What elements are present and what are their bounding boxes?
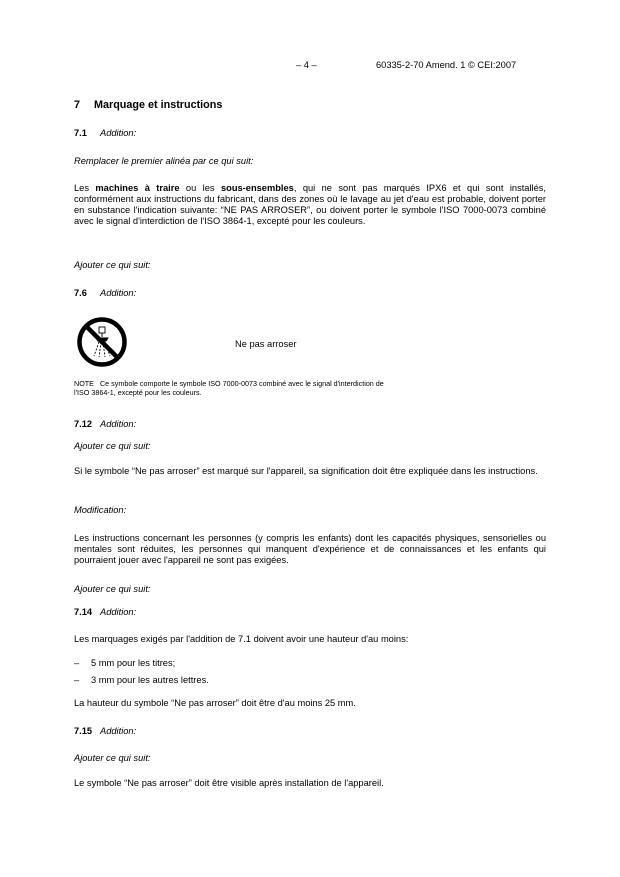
prohibition-bar [87, 327, 118, 358]
clause-7-15-paragraph: Le symbole “Ne pas arroser” doit être visible après installation de l'appareil. [74, 778, 384, 788]
document-reference: 60335-2-70 Amend. 1 © CEI:2007 [376, 60, 517, 70]
clause-7-1-heading [74, 128, 136, 139]
clause-7-6-heading [74, 288, 136, 299]
page-number: – 4 – [296, 60, 317, 70]
clause-7-1-after: Ajouter ce qui suit: [74, 260, 151, 270]
clause-7-12-instruction: Ajouter ce qui suit: [74, 441, 151, 451]
clause-label: Addition: [100, 607, 137, 617]
clause-7-12-heading [74, 419, 136, 430]
note-text: Ce symbole comporte le symbole ISO 7000-0073 combiné avec le signal d'interdiction de l'ISO 3864-1, excepté pour les couleurs. [74, 379, 384, 397]
clause-label: Addition: [100, 726, 137, 736]
clause-7-14-heading [74, 607, 136, 618]
clause-label: Addition: [100, 419, 137, 429]
clause-7-12-paragraph-1: Si le symbole “Ne pas arroser” est marqué sur l'appareil, sa signification doit être expliquée dans les instructions. [74, 466, 538, 476]
clause-7-12-after: Ajouter ce qui suit: [74, 584, 151, 594]
list-dash: – [74, 658, 80, 668]
clause-7-14-paragraph-1: Les marquages exigés par l'addition de 7.1 doivent avoir une hauteur d'au moins: [74, 634, 409, 644]
clause-number: 7.6 [74, 288, 87, 298]
clause-7-1-instruction: Remplacer le premier alinéa par ce qui suit: [74, 156, 254, 166]
section-title: Marquage et instructions [94, 99, 223, 111]
term-machines-a-traire: machines à traire [95, 183, 180, 193]
text-run: , qui ne sont pas marqués IPX6 et qui sont installés, conformément aux instructions du fabricant, dans des zones où le lavage au jet d'eau est probable, doivent porter en substance l'indication suivante: “NE PAS ARROSER”, ou doivent porter le symbole l'ISO 7000-0073 combiné avec le signal d'interdiction de l'ISO 3864-1, excepté pour les couleurs. [74, 183, 547, 226]
note [74, 380, 394, 397]
symbol-caption: Ne pas arroser [235, 339, 297, 349]
list-dash: – [74, 675, 80, 685]
text-run: Les [74, 183, 96, 193]
list-item-text: 3 mm pour les autres lettres. [91, 675, 209, 685]
clause-number: 7.15 [74, 726, 93, 736]
section-number: 7 [74, 99, 81, 111]
clause-7-14-paragraph-2: La hauteur du symbole “Ne pas arroser” doit être d'au moins 25 mm. [74, 698, 356, 708]
clause-7-15-instruction: Ajouter ce qui suit: [74, 753, 151, 763]
clause-number: 7.14 [74, 607, 93, 617]
text-run: ou les [179, 183, 221, 193]
list-item-text: 5 mm pour les titres; [91, 658, 176, 668]
term-sous-ensembles: sous-ensembles [220, 183, 294, 193]
clause-7-12-paragraph-2: Les instructions concernant les personnes (y compris les enfants) dont les capacités physiques, sensorielles ou mentales sont réduites, les personnes qui manquent d'expérience et de connaissances et les enfants qui pourraient jouer avec l'appareil ne sont pas exigées. [74, 533, 546, 565]
section-heading [74, 100, 222, 111]
note-label: NOTE [74, 379, 94, 388]
no-water-spray-symbol-icon [76, 316, 128, 368]
clause-number: 7.12 [74, 419, 93, 429]
clause-label: Addition: [100, 128, 137, 138]
list-item [74, 675, 209, 686]
clause-label: Addition: [100, 288, 137, 298]
clause-7-1-paragraph [74, 183, 546, 227]
clause-number: 7.1 [74, 128, 87, 138]
clause-7-15-heading [74, 726, 136, 737]
clause-7-12-modification: Modification: [74, 505, 127, 515]
list-item [74, 658, 175, 669]
